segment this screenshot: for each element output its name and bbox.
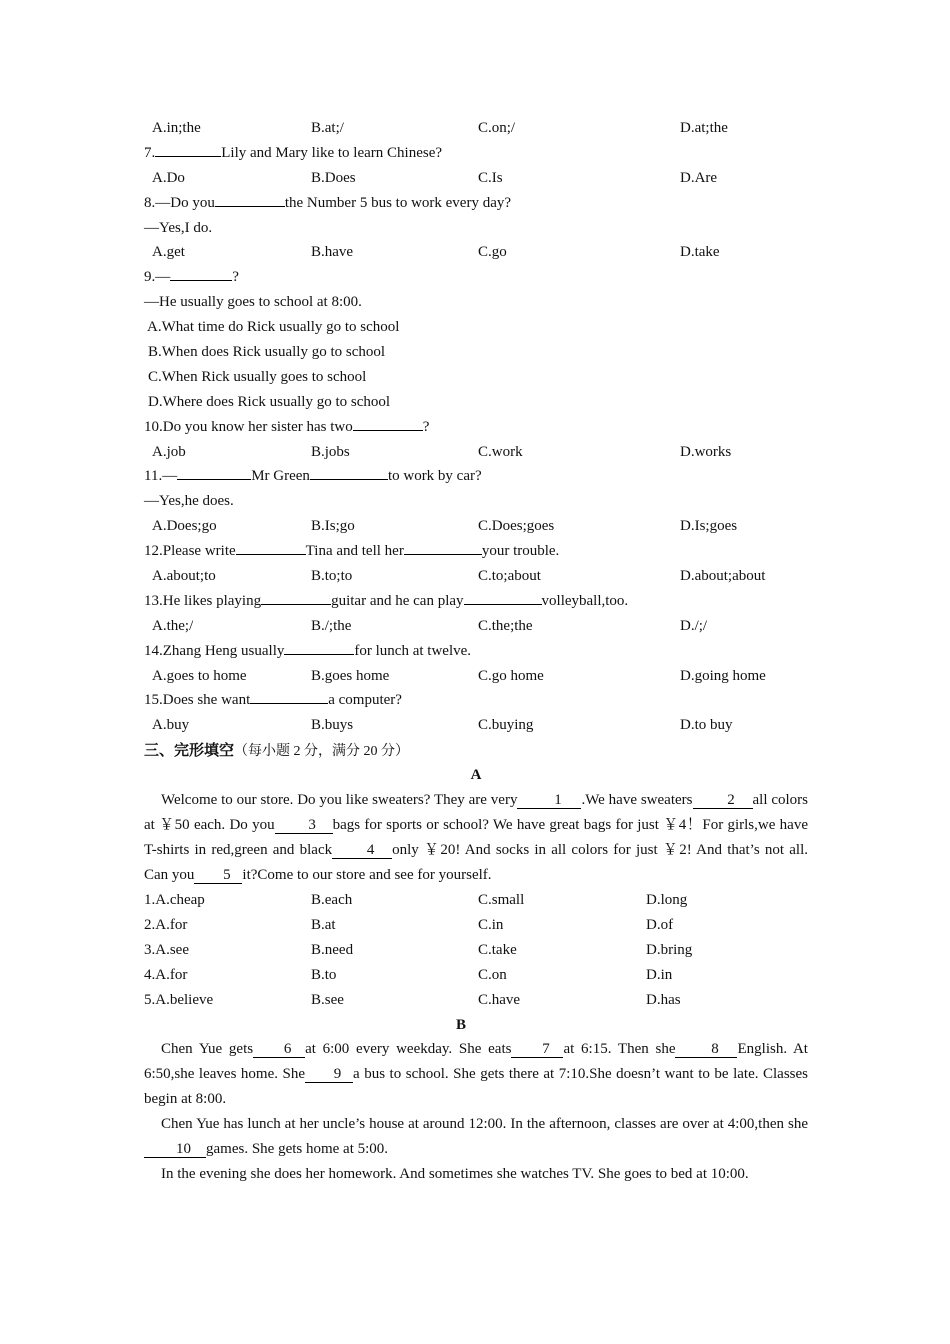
- option: D.Where does Rick usually go to school: [148, 393, 391, 410]
- question-10: 10.Do you know her sister has two ?: [144, 418, 430, 435]
- question-7: 7. Lily and Mary like to learn Chinese?: [144, 144, 443, 161]
- blank-5: 5: [194, 867, 242, 884]
- q12-options: A.about;to B.to;to C.to;about D.about;about: [152, 568, 766, 585]
- question-9: 9.— ?: [144, 269, 239, 286]
- cloze-a-options-3: 3.A.see B.need C.take D.bring: [144, 941, 693, 958]
- q15-options: A.buy B.buys C.buying D.to buy: [152, 717, 733, 734]
- passage-b-label: B: [455, 1016, 466, 1033]
- blank: [236, 554, 306, 555]
- passage-a-label: A: [470, 767, 482, 784]
- reply-8: —Yes,I do.: [144, 219, 213, 236]
- section-note: （每小题 2 分，满分 20 分）: [234, 744, 410, 760]
- q6-options: [144, 116, 808, 141]
- question-13: 13.He likes playing guitar and he can play volleyball,too.: [144, 592, 629, 609]
- option: A.What time do Rick usually go to school: [147, 319, 400, 336]
- passage-b-para-1: Chen Yue gets 6 at 6:00 every weekday. She eats 7 at 6:15. Then she 8 English. At 6:50,she leaves home. She 9 a bus to school. She gets there at 7:10.She doesn’t want to be late. Classes begin at 8:00.: [144, 1041, 809, 1108]
- blank: [284, 654, 354, 655]
- blank: [404, 554, 482, 555]
- cloze-a-options-5: 5.A.believe B.see C.have D.has: [144, 991, 681, 1008]
- blank: [170, 280, 232, 281]
- q8-options: A.get B.have C.go D.take: [152, 244, 720, 261]
- question-8: 8.—Do you the Number 5 bus to work every day?: [144, 194, 512, 211]
- q10-options: A.job B.jobs C.work D.works: [152, 443, 732, 460]
- q14-options: A.goes to home B.goes home C.go home D.going home: [152, 667, 766, 684]
- passage-a-text: Welcome to our store. Do you like sweaters? They are very 1 .We have sweaters 2 all colors at ￥50 each. Do you 3 bags for sports or school? We have great bags for just ￥4！For girls,we have T-shirts in red,green and black 4 only ￥20! And socks in all colors for just ￥2! And that’s not all. Can you 5 it?Come to our store and see for yourself.: [144, 792, 808, 884]
- blank: [155, 156, 221, 157]
- blank: [177, 479, 251, 480]
- cloze-a-options-4: 4.A.for B.to C.on D.in: [144, 966, 673, 983]
- blank: [250, 703, 328, 704]
- section-heading: [144, 738, 808, 763]
- q13-options: A.the;/ B./;the C.the;the D./;/: [152, 617, 708, 634]
- blank: [310, 479, 388, 480]
- blank-9: 9: [305, 1066, 353, 1083]
- blank-1: 1: [517, 792, 581, 809]
- blank-4: 4: [332, 842, 392, 859]
- section-title: 三、完形填空: [144, 741, 235, 760]
- option: A.in;the: [152, 120, 201, 136]
- question-12: 12.Please write Tina and tell her your trouble.: [144, 543, 560, 560]
- option: B.When does Rick usually go to school: [148, 344, 386, 361]
- blank-10: 10: [144, 1141, 206, 1158]
- blank: [261, 604, 331, 605]
- question-15: 15.Does she want a computer?: [144, 692, 402, 709]
- blank: [464, 604, 542, 605]
- passage-b-para-2: Chen Yue has lunch at her uncle’s house at around 12:00. In the afternoon, classes are over at 4:00,then she10 games. She gets home at 5:00.: [144, 1112, 808, 1162]
- blank-8: 8: [675, 1041, 737, 1058]
- blank-7: 7: [511, 1041, 563, 1058]
- blank-3: 3: [275, 817, 333, 834]
- option: C.When Rick usually goes to school: [148, 368, 367, 385]
- reply-9: —He usually goes to school at 8:00.: [144, 294, 362, 311]
- question-14: 14.Zhang Heng usually for lunch at twelve.: [144, 642, 472, 659]
- passage-b-para-3: In the evening she does her homework. And sometimes she watches TV. She goes to bed at 10:00.: [161, 1166, 749, 1183]
- option: D.at;the: [680, 120, 728, 136]
- q7-options: A.Do B.Does C.Is D.Are: [152, 169, 718, 186]
- option: B.at;/: [311, 120, 344, 136]
- q11-options: A.Does;go B.Is;go C.Does;goes D.Is;goes: [152, 518, 738, 535]
- cloze-a-options-2: 2.A.for B.at C.in D.of: [144, 916, 674, 933]
- cloze-a-options-1: 1.A.cheap B.each C.small D.long: [144, 892, 688, 909]
- question-11: 11.— Mr Green to work by car?: [144, 468, 482, 485]
- option: C.on;/: [478, 120, 516, 136]
- reply-11: —Yes,he does.: [144, 493, 234, 510]
- blank-6: 6: [253, 1041, 305, 1058]
- blank-2: 2: [693, 792, 753, 809]
- blank: [215, 206, 285, 207]
- exam-page: [144, 116, 808, 1187]
- blank: [353, 430, 423, 431]
